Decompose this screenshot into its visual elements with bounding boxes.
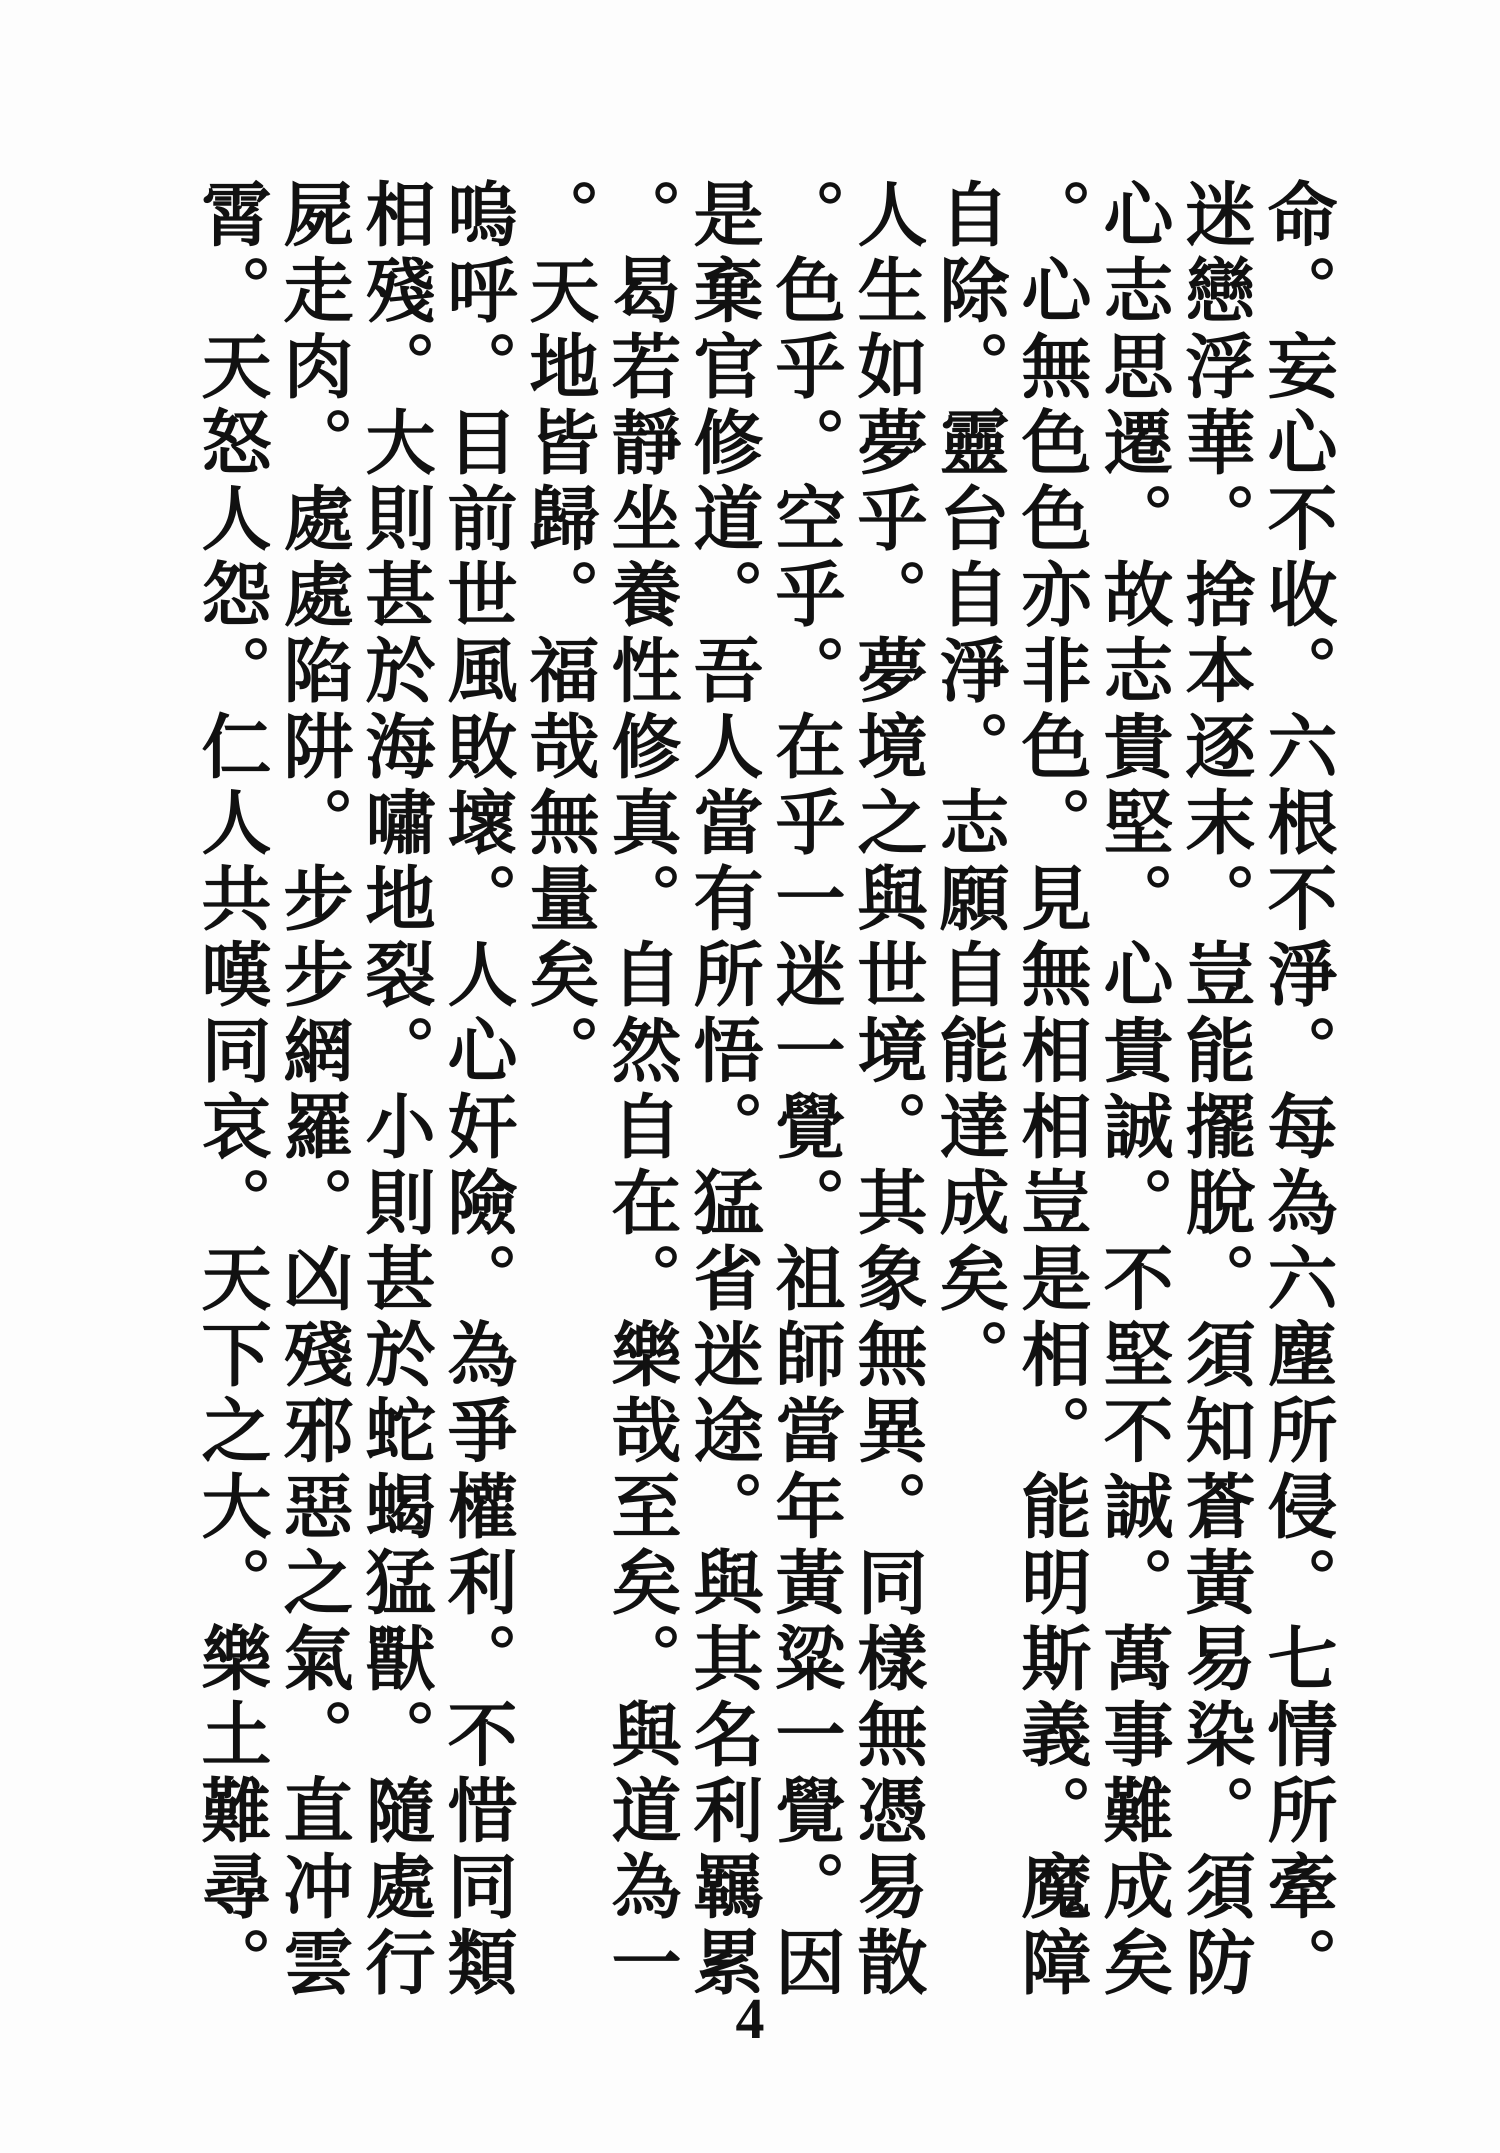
text-column: 人生如夢乎。夢境之與世境。其象無異。同樣無憑易散 — [846, 178, 929, 2002]
text-column: 。天地皆歸。福哉無量矣。 — [518, 178, 601, 1090]
text-column: 屍走肉。處處陷阱。步步網羅。凶殘邪惡之氣。直冲雲 — [272, 178, 355, 2002]
text-column: 心志思遷。故志貴堅。心貴誠。不堅不誠。萬事難成矣 — [1092, 178, 1175, 2002]
text-column: 命。妄心不收。六根不淨。每為六塵所侵。七情所牽。 — [1256, 178, 1339, 2002]
vertical-text-block — [188, 178, 1339, 2002]
text-column: 自除。靈台自淨。志願自能達成矣。 — [928, 178, 1011, 1394]
text-column: 相殘。大則甚於海嘯地裂。小則甚於蛇蝎猛獸。隨處行 — [354, 178, 437, 2002]
text-column: 。色乎。空乎。在乎一迷一覺。祖師當年黃粱一覺。因 — [764, 178, 847, 2002]
text-column: 是棄官修道。吾人當有所悟。猛省迷途。與其名利羈累 — [682, 178, 765, 2002]
text-column: 嗚呼。目前世風敗壞。人心奸險。為爭權利。不惜同類 — [436, 178, 519, 2002]
text-column: 霄。天怒人怨。仁人共嘆同哀。天下之大。樂土難尋。 — [190, 178, 273, 2002]
text-column: 。曷若靜坐養性修真。自然自在。樂哉至矣。與道為一 — [600, 178, 683, 2002]
page-number: 4 — [735, 1986, 765, 2051]
text-column: 。心無色色亦非色。見無相相豈是相。能明斯義。魔障 — [1010, 178, 1093, 2002]
text-column: 迷戀浮華。捨本逐末。豈能擺脫。須知蒼黃易染。須防 — [1174, 178, 1257, 2002]
